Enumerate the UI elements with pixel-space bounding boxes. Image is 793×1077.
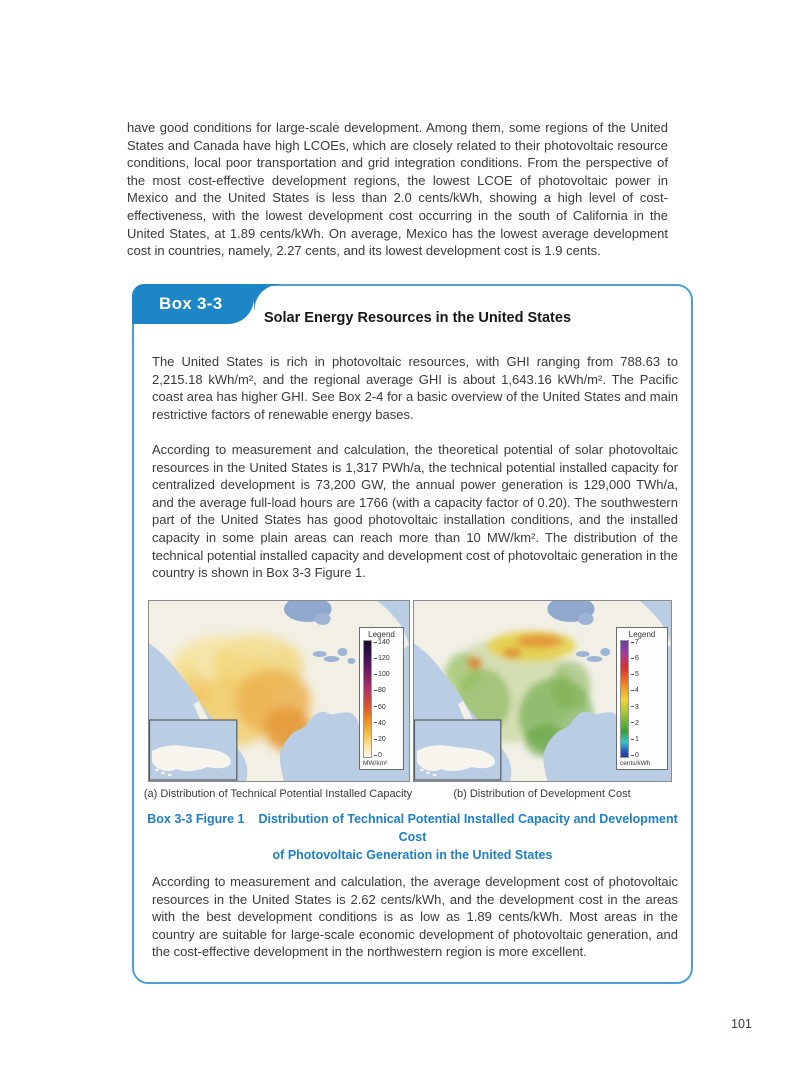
- page-number: 101: [731, 1017, 752, 1031]
- legend-tick: 6: [631, 655, 639, 662]
- figure-caption-text1: Distribution of Technical Potential Installed Capacity and Development Cost: [258, 812, 678, 844]
- legend-ticks-a: [374, 639, 390, 759]
- intro-paragraph: have good conditions for large-scale development. Among them, some regions of the United States and Canada have high LCOEs, which are closely related to their photovoltaic resource conditions, local poor transportation and grid integration conditions. From the perspective of the most cost-effective development regions, the lowest LCOE of photovoltaic power in Mexico and the United States is less than 2.0 cents/kWh, showing a high level of cost-effectiveness, with the lowest development cost occurring in the south of California in the United States, at 1.89 cents/kWh. On average, Mexico has the lowest average development cost in countries, namely, 2.27 cents, and its lowest development cost is 1.9 cents.: [127, 120, 668, 259]
- legend-tick: 2: [631, 720, 639, 727]
- legend-tick: 60: [374, 704, 390, 711]
- legend-ticks-b: [631, 639, 639, 759]
- map-caption-b: (b) Distribution of Development Cost: [453, 788, 631, 800]
- legend-tick: 100: [374, 671, 390, 678]
- colorbar-a: [363, 640, 372, 758]
- figure-caption: [134, 810, 691, 864]
- box-title: Solar Energy Resources in the United States: [264, 310, 572, 327]
- legend-unit: MW/km²: [363, 760, 388, 767]
- figure-caption-label: Box 3-3 Figure 1: [147, 812, 245, 826]
- legend-unit: cents/kWh: [620, 760, 651, 767]
- map-inset-a: [149, 720, 236, 780]
- legend-tick: 7: [631, 639, 639, 646]
- legend-title: Legend: [628, 630, 656, 639]
- legend-tick: 1: [631, 736, 639, 743]
- legend-tick: 0: [374, 752, 390, 759]
- map-technical-potential: [148, 600, 410, 782]
- legend-tick: 80: [374, 687, 390, 694]
- callout-box: [132, 284, 693, 984]
- box-paragraph-1: The United States is rich in photovoltaic resources, with GHI ranging from 788.63 to 2,215.18 kWh/m², and the regional average GHI is about 1,643.16 kWh/m². The Pacific coast area has higher GHI. See Box 2-4 for a basic overview of the United States and main restrictive factors of renewable energy bases.: [152, 354, 678, 422]
- box-tab: [132, 284, 254, 324]
- figure-caption-line2: of Photovoltaic Generation in the United States: [272, 848, 553, 862]
- legend-b: [616, 627, 668, 770]
- legend-tick: 3: [631, 704, 639, 711]
- legend-tick: 0: [631, 752, 639, 759]
- map-development-cost: [413, 600, 672, 782]
- legend-title: Legend: [368, 630, 395, 639]
- box-paragraph-3: According to measurement and calculation, the average development cost of photovoltaic resources in the United States is 2.62 cents/kWh, and the development cost in the areas with the best development conditions is as low as 1.89 cents/kWh. Most areas in the country are suitable for large-scale economic development of photovoltaic generation, and the cost-effective development in the northwestern region is more excellent.: [152, 874, 678, 960]
- legend-tick: 140: [374, 639, 390, 646]
- legend-tick: 20: [374, 736, 390, 743]
- map-inset-b: [414, 720, 500, 780]
- legend-tick: 4: [631, 687, 639, 694]
- figure-caption-line1: [134, 810, 691, 846]
- colorbar-b: [620, 640, 629, 758]
- legend-tick: 120: [374, 655, 390, 662]
- box-paragraph-2: According to measurement and calculation, the theoretical potential of solar photovoltaic resources in the United States is 1,317 PWh/a, the technical potential installed capacity for centralized development is 73,200 GW, the annual power generation is 129,000 TWh/a, and the average full-load hours are 1766 (with a capacity factor of 0.20). The southwestern part of the United States has good photovoltaic installation conditions, and the installed capacity in some plain areas can reach more than 10 MW/km². The distribution of the technical potential installed capacity and development cost of photovoltaic generation in the country is shown in Box 3-3 Figure 1.: [152, 442, 678, 581]
- legend-tick: 5: [631, 671, 639, 678]
- legend-a: [359, 627, 404, 770]
- legend-tick: 40: [374, 720, 390, 727]
- box-tab-label: Box 3-3: [159, 294, 223, 313]
- map-caption-a: (a) Distribution of Technical Potential Installed Capacity: [143, 788, 413, 800]
